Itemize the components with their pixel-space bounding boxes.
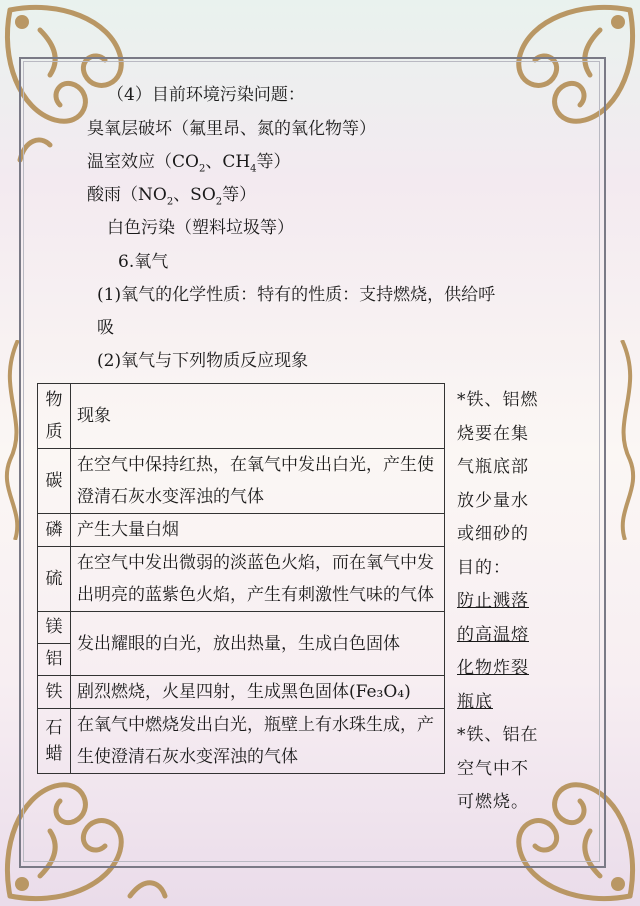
reaction-table	[37, 383, 445, 774]
side-note-line: 放少量水	[457, 490, 529, 511]
side-note-line: 烧要在集	[457, 423, 529, 444]
line-greenhouse: 温室效应（$CO_2$、$CH_4$等）	[87, 152, 291, 175]
line-white-pollution: 白色污染（塑料垃圾等）	[107, 218, 294, 238]
side-note-p2	[457, 585, 557, 719]
line-chem-properties: (1)氧气的化学性质：特有的性质：支持燃烧，供给呼	[97, 285, 496, 305]
table-row	[38, 547, 445, 612]
side-note-line: *铁、铝燃	[457, 390, 539, 410]
heading-pollution: （4）目前环境污染问题：	[107, 85, 305, 105]
table-row	[38, 449, 445, 514]
substance-cell: 铁	[38, 676, 71, 709]
side-note-line: 防止溅落	[457, 591, 529, 611]
table-row	[38, 676, 445, 709]
substance-cell: 磷	[38, 514, 71, 547]
line-chem-properties-cont: 吸	[97, 318, 114, 338]
side-note-line: *铁、铝在	[457, 725, 539, 745]
side-note-p1	[457, 384, 557, 585]
side-note-p3	[457, 719, 557, 820]
substance-cell: 石 蜡	[38, 709, 71, 774]
side-note-line: 瓶底	[457, 691, 493, 712]
side-note-line: 空气中不	[457, 758, 529, 779]
table-row	[38, 514, 445, 547]
table-row	[38, 709, 445, 774]
heading-oxygen: 6.氧气	[118, 252, 169, 272]
phenomenon-cell: 产生大量白烟	[71, 514, 445, 547]
ornament-right-scroll	[610, 340, 640, 540]
header-phenomenon: 现象	[71, 384, 445, 449]
phenomenon-cell: 发出耀眼的白光，放出热量，生成白色固体	[71, 612, 445, 676]
side-note-line: 气瓶底部	[457, 457, 529, 477]
phenomenon-cell: 在空气中保持红热，在氧气中发出白光，产生使澄清石灰水变浑浊的气体	[71, 449, 445, 514]
table-row	[38, 612, 445, 644]
header-substance: 物 质	[38, 384, 71, 449]
side-note-line: 化物炸裂	[457, 658, 529, 678]
substance-cell: 硫	[38, 547, 71, 612]
substance-cell: 镁	[38, 612, 71, 644]
table-header-row	[38, 384, 445, 449]
substance-cell: 碳	[38, 449, 71, 514]
substance-cell: 铝	[38, 644, 71, 676]
side-note-line: 目的：	[457, 557, 511, 578]
line-acid-rain: 酸雨（$NO_2$、$SO_2$等）	[87, 185, 257, 208]
side-note-line: 或细砂的	[457, 524, 529, 544]
phenomenon-cell: 在氧气中燃烧发出白光，瓶壁上有水珠生成，产生使澄清石灰水变浑浊的气体	[71, 709, 445, 774]
side-note	[457, 384, 557, 820]
line-ozone: 臭氧层破坏（氟里昂、氮的氧化物等）	[87, 119, 376, 139]
side-note-line: 可燃烧。	[457, 792, 529, 812]
side-note-line: 的高温熔	[457, 624, 529, 645]
heading-reactions: (2)氧气与下列物质反应现象	[97, 351, 309, 371]
phenomenon-cell: 在空气中发出微弱的淡蓝色火焰，而在氧气中发出明亮的蓝紫色火焰，产生有刺激性气味的气体	[71, 547, 445, 612]
phenomenon-cell: 剧烈燃烧，火星四射，生成黑色固体(Fe₃O₄)	[71, 676, 445, 709]
